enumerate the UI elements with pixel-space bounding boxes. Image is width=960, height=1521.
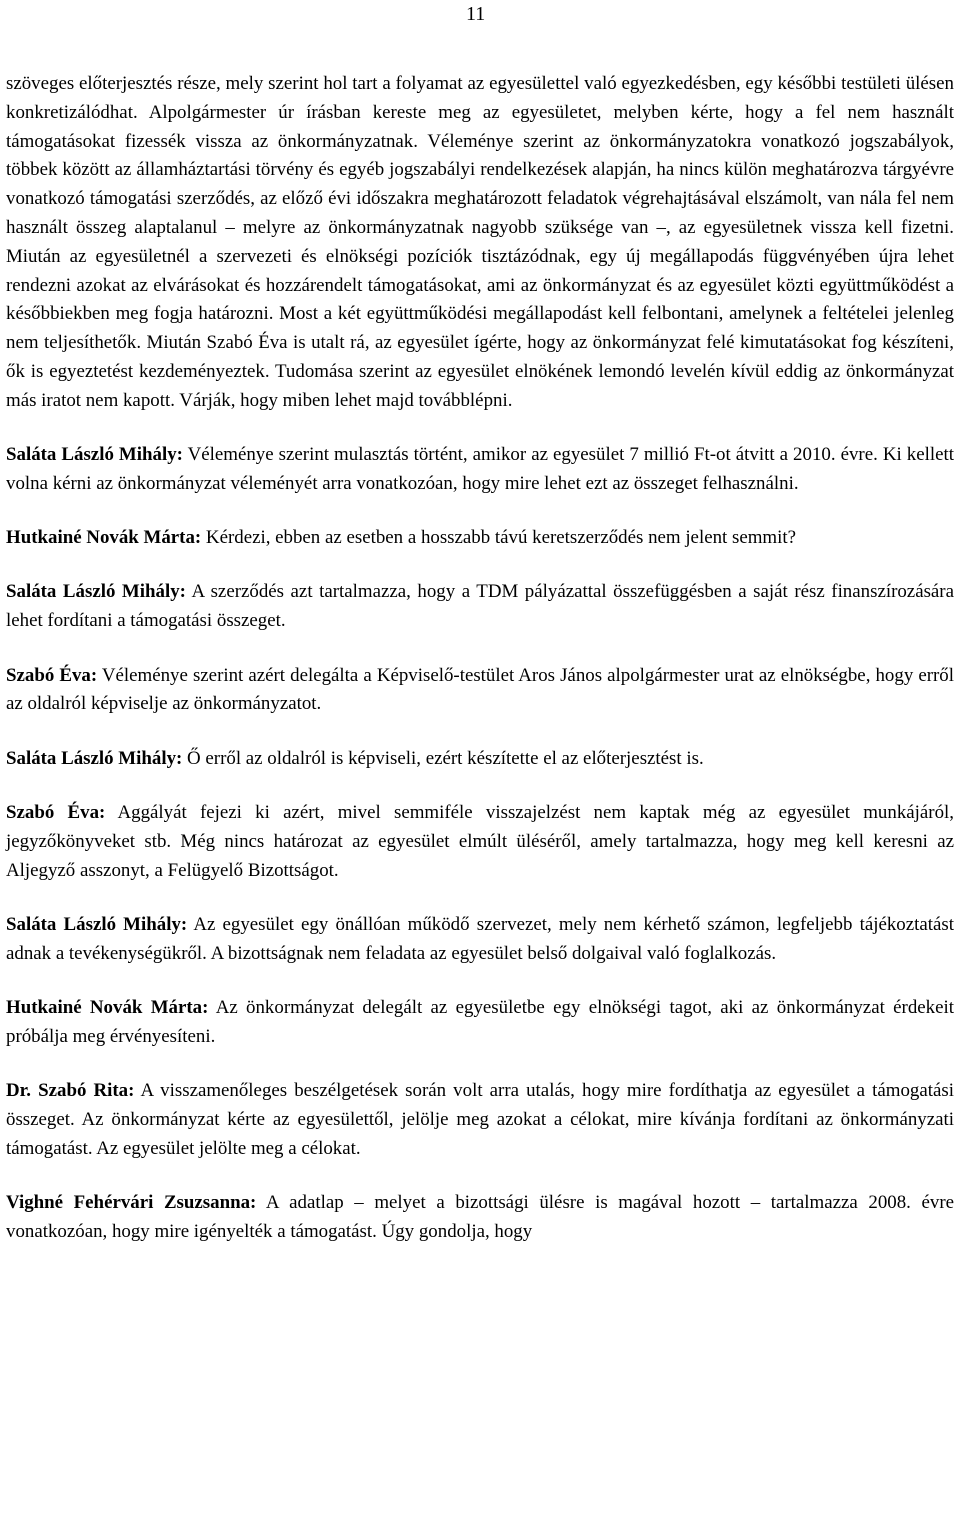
paragraph-salata-3	[6, 745, 954, 774]
speaker-name: Szabó Éva:	[6, 664, 98, 686]
speaker-name: Saláta László Mihály:	[6, 444, 183, 466]
speaker-name: Saláta László Mihály:	[6, 581, 186, 603]
paragraph-text: A visszamenőleges beszélgetések során volt arra utalás, hogy mire fordíthatja az egyesület a támogatási összeget. Az önkormányzat kérte az egyesülettől, jelölje meg azokat a célokat, mire kívánja fordítani az önkormányzati támogatást. Az egyesület jelölte meg a célokat.	[6, 1080, 954, 1159]
speaker-name: Szabó Éva:	[6, 801, 106, 823]
speaker-name: Vighné Fehérvári Zsuzsanna:	[6, 1191, 257, 1213]
speaker-name: Hutkainé Novák Márta:	[6, 996, 209, 1018]
paragraph-text: A szerződés azt tartalmazza, hogy a TDM pályázattal összefüggésben a saját rész finanszírozására lehet fordítani a támogatási összeget.	[6, 581, 954, 632]
page-number: 11	[466, 3, 486, 25]
paragraph-text: Véleménye szerint mulasztás történt, amikor az egyesület 7 millió Ft-ot átvitt a 2010. évre. Ki kellett volna kérni az önkormányzat véleményét arra vonatkozóan, hogy mire lehet ezt az összeget felhasználni.	[6, 444, 954, 494]
paragraph-text: Ő erről az oldalról is képviseli, ezért készítette el az előterjesztést is.	[182, 747, 704, 769]
paragraph-vighne	[6, 1189, 954, 1247]
paragraph-hutkaine-2	[6, 994, 954, 1052]
paragraph-szabo-rita	[6, 1077, 954, 1163]
speaker-name: Saláta László Mihály:	[6, 913, 188, 935]
paragraph-text: Az önkormányzat delegált az egyesületbe egy elnökségi tagot, aki az önkormányzat érdekeit próbálja meg érvényesíteni.	[6, 996, 954, 1047]
document-body	[6, 70, 954, 1272]
paragraph-text: A adatlap – melyet a bizottsági ülésre is magával hozott – tartalmazza 2008. évre vonatkozóan, hogy mire igényelték a támogatást. Úgy gondolja, hogy	[6, 1191, 954, 1242]
paragraph-text: Kérdezi, ebben az esetben a hosszabb távú keretszerződés nem jelent semmit?	[201, 527, 796, 549]
paragraph-szabo-eva-1	[6, 662, 954, 720]
speaker-name: Dr. Szabó Rita:	[6, 1080, 135, 1102]
paragraph-intro	[6, 70, 954, 416]
paragraph-salata-4	[6, 911, 954, 969]
paragraph-text: szöveges előterjesztés része, mely szerint hol tart a folyamat az egyesülettel való egyezkedésben, egy későbbi testületi ülésen konkretizálódhat. Alpolgármester úr írásban kereste meg az egyesületet, melyben kérte, hogy a fel nem használt támogatásokat fizessék vissza az önkormányzatnak. Véleménye szerint az önkormányzatokra vonatkozó jogszabályok, többek között az államháztartási törvény és egyéb jogszabályi rendelkezések alapján, ha nincs külön meghatározva tárgyévre vonatkozó támogatási szerződés, az előző évi időszakra meghatározott feladatok végrehajtásával elszámolt, van nála fel nem használt összeg alaptalanul – melyre az önkormányzatnak nagyobb szüksége van –, az egyesületnek vissza kell fizetni. Miután az egyesületnél a szervezeti és elnökségi pozíciók tisztázódnak, egy új megállapodás függvényében újra lehet rendezni azokat az elvárásokat és hozzárendelt támogatásokat, ami az önkormányzat és az egyesület közti együttműködést a későbbiekben meg fogja határozni. Most a két együttműködési megállapodást kell felbontani, amelynek a feltételei jelenleg nem teljesíthetők. Miután Szabó Éva is utalt rá, az egyesület ígérte, hogy az önkormányzat felé kimutatásokat fog készíteni, ők is egyeztetést kezdeményeztek. Tudomása szerint az egyesület elnökének lemondó levelén kívül eddig az önkormányzat más iratot nem kapott. Várják, hogy miben lehet majd továbblépni.	[6, 73, 954, 411]
speaker-name: Hutkainé Novák Márta:	[6, 527, 202, 549]
paragraph-salata-2	[6, 578, 954, 636]
paragraph-text: Az egyesület egy önállóan működő szervezet, mely nem kérhető számon, legfeljebb tájékoztatást adnak a tevékenységükről. A bizottságnak nem feladata az egyesület belső dolgaival való foglalkozás.	[6, 913, 954, 964]
paragraph-text: Véleménye szerint azért delegálta a Képviselő-testület Aros János alpolgármester urat az elnökségbe, hogy erről az oldalról képviselje az önkormányzatot.	[6, 664, 954, 715]
paragraph-salata-1	[6, 441, 954, 499]
paragraph-text: Aggályát fejezi ki azért, mivel semmiféle visszajelzést nem kaptak még az egyesület munkájáról, jegyzőkönyveket stb. Még nincs határozat az egyesület elmúlt üléséről, amely tartalmazza, hogy meg kell keresni az Aljegyző asszonyt, a Felügyelő Bizottságot.	[6, 801, 954, 881]
paragraph-szabo-eva-2	[6, 799, 954, 885]
paragraph-hutkaine-1	[6, 524, 954, 553]
speaker-name: Saláta László Mihály:	[6, 747, 183, 769]
